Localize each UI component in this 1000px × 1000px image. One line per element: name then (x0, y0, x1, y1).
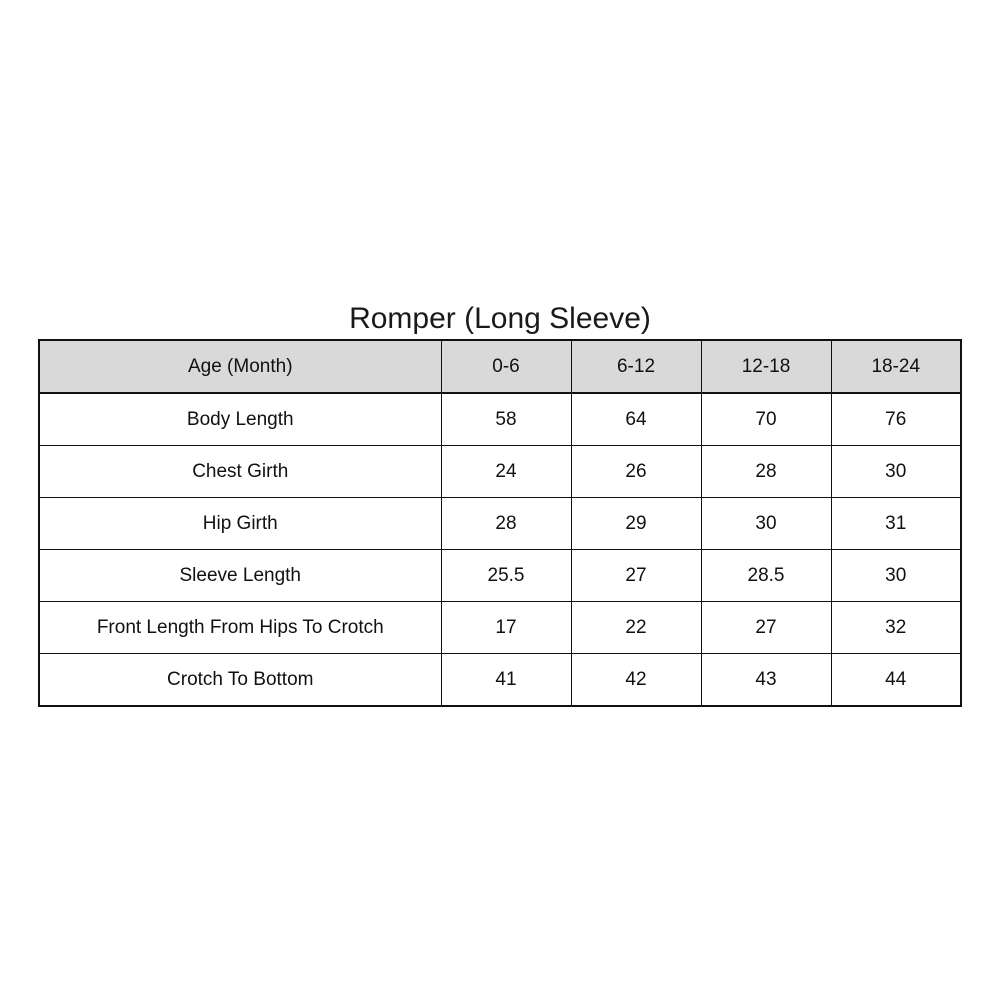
size-chart-table (38, 339, 962, 707)
header-cell-age: Age (Month) (39, 340, 441, 393)
table-row (39, 654, 961, 707)
row-label: Sleeve Length (39, 550, 441, 602)
table-cell: 58 (441, 393, 571, 446)
table-row (39, 550, 961, 602)
table-cell: 70 (701, 393, 831, 446)
header-cell-size-12-18: 12-18 (701, 340, 831, 393)
table-cell: 27 (701, 602, 831, 654)
table-cell: 64 (571, 393, 701, 446)
table-cell: 24 (441, 446, 571, 498)
table-cell: 17 (441, 602, 571, 654)
header-row (39, 340, 961, 393)
table-cell: 32 (831, 602, 961, 654)
row-label: Chest Girth (39, 446, 441, 498)
table-cell: 41 (441, 654, 571, 707)
table-cell: 27 (571, 550, 701, 602)
header-cell-size-6-12: 6-12 (571, 340, 701, 393)
table-cell: 29 (571, 498, 701, 550)
table-cell: 76 (831, 393, 961, 446)
header-cell-size-0-6: 0-6 (441, 340, 571, 393)
row-label: Hip Girth (39, 498, 441, 550)
table-cell: 28 (441, 498, 571, 550)
table-cell: 44 (831, 654, 961, 707)
table-row (39, 393, 961, 446)
header-cell-size-18-24: 18-24 (831, 340, 961, 393)
table-cell: 30 (831, 446, 961, 498)
table-cell: 22 (571, 602, 701, 654)
row-label: Crotch To Bottom (39, 654, 441, 707)
table-row (39, 446, 961, 498)
page-title: Romper (Long Sleeve) (349, 302, 651, 335)
table-cell: 25.5 (441, 550, 571, 602)
table-cell: 30 (701, 498, 831, 550)
table-cell: 26 (571, 446, 701, 498)
table-cell: 31 (831, 498, 961, 550)
table-cell: 42 (571, 654, 701, 707)
table-cell: 30 (831, 550, 961, 602)
row-label: Body Length (39, 393, 441, 446)
table-cell: 28 (701, 446, 831, 498)
table-cell: 28.5 (701, 550, 831, 602)
table-row (39, 602, 961, 654)
table-cell: 43 (701, 654, 831, 707)
row-label: Front Length From Hips To Crotch (39, 602, 441, 654)
table-row (39, 498, 961, 550)
